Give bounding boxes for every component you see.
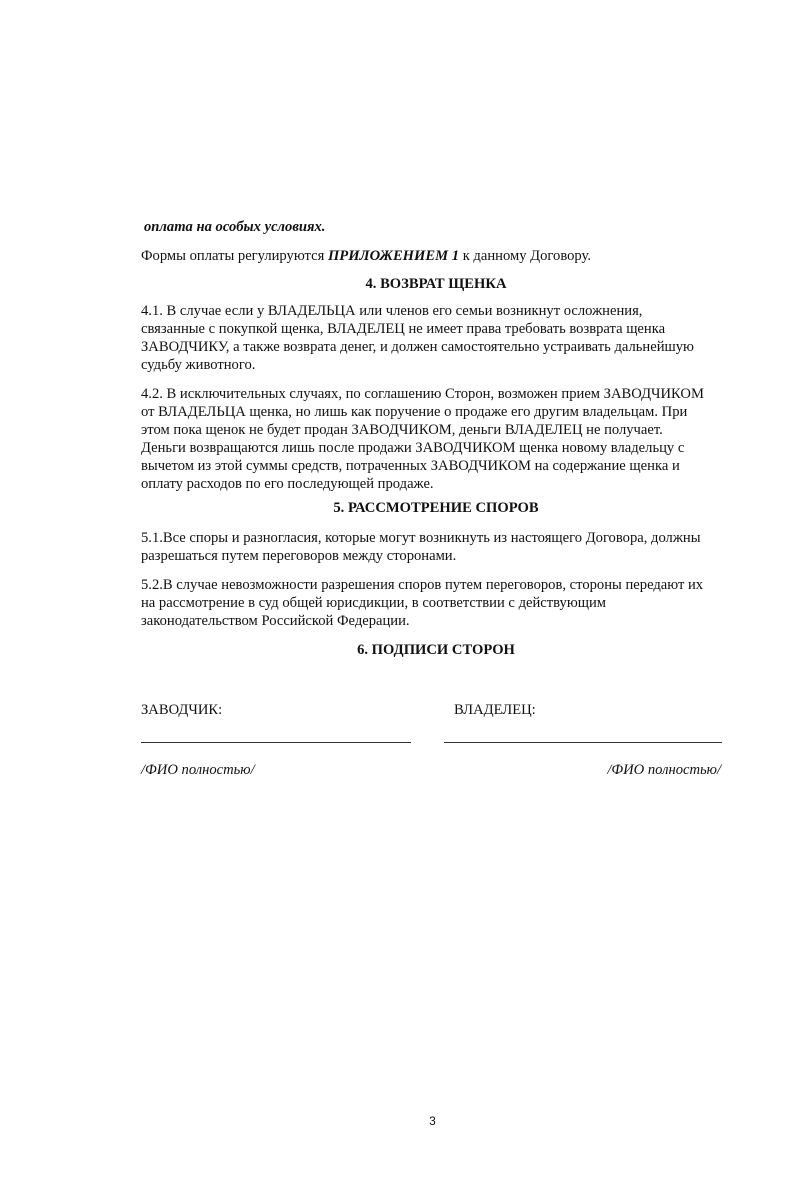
text-line: ЗАВОДЧИКУ, а также возврата денег, и должен самостоятельно устраивать дальнейшую	[141, 339, 694, 355]
section-4-heading: 4. ВОЗВРАТ ЩЕНКА	[365, 276, 507, 292]
breeder-signature-line	[141, 742, 411, 743]
payment-forms-line	[141, 247, 731, 265]
forms-prefix: Формы оплаты регулируются	[141, 248, 328, 264]
text-line: этом пока щенок не будет продан ЗАВОДЧИКОМ, деньги ВЛАДЕЛЕЦ не получает.	[141, 422, 663, 438]
clause-5-1	[141, 529, 731, 565]
text-line: 4.2. В исключительных случаях, по соглашению Сторон, возможен прием ЗАВОДЧИКОМ	[141, 386, 704, 402]
owner-name-hint: /ФИО полностью/	[607, 762, 721, 778]
text-line: разрешаться путем переговоров между сторонами.	[141, 548, 457, 564]
text-line: оплату расходов по его последующей продаже.	[141, 476, 434, 492]
italic-payment-line: оплата на особых условиях.	[144, 219, 326, 235]
clause-4-2	[141, 385, 731, 493]
section-6-heading: 6. ПОДПИСИ СТОРОН	[357, 642, 515, 658]
text-line: судьбу животного.	[141, 357, 256, 373]
text-line: от ВЛАДЕЛЬЦА щенка, но лишь как поручение о продаже его другим владельцам. При	[141, 404, 688, 420]
text-line: Деньги возвращаются лишь после продажи ЗАВОДЧИКОМ щенка новому владельцу с	[141, 440, 685, 456]
breeder-name-hint: /ФИО полностью/	[141, 762, 255, 778]
owner-label: ВЛАДЕЛЕЦ:	[454, 702, 536, 718]
text-line: вычетом из этой суммы средств, потраченных ЗАВОДЧИКОМ на содержание щенка и	[141, 458, 680, 474]
section-5-heading: 5. РАССМОТРЕНИЕ СПОРОВ	[333, 500, 539, 516]
owner-signature-line	[444, 742, 722, 743]
forms-suffix: к данному Договору.	[459, 248, 592, 264]
text-line: связанные с покупкой щенка, ВЛАДЕЛЕЦ не имеет права требовать возврата щенка	[141, 321, 666, 337]
text-line: на рассмотрение в суд общей юрисдикции, в соответствии с действующим	[141, 595, 607, 611]
page-number: 3	[429, 1114, 436, 1128]
clause-5-2	[141, 576, 731, 630]
breeder-label: ЗАВОДЧИК:	[141, 702, 223, 718]
text-line: 4.1. В случае если у ВЛАДЕЛЬЦА или членов его семьи возникнут осложнения,	[141, 303, 643, 319]
text-line: 5.2.В случае невозможности разрешения споров путем переговоров, стороны передают их	[141, 577, 704, 593]
text-line: законодательством Российской Федерации.	[141, 613, 410, 629]
appendix-reference: ПРИЛОЖЕНИЕМ 1	[327, 248, 460, 264]
text-line: 5.1.Все споры и разногласия, которые могут возникнуть из настоящего Договора, должны	[141, 530, 701, 546]
clause-4-1	[141, 302, 731, 374]
